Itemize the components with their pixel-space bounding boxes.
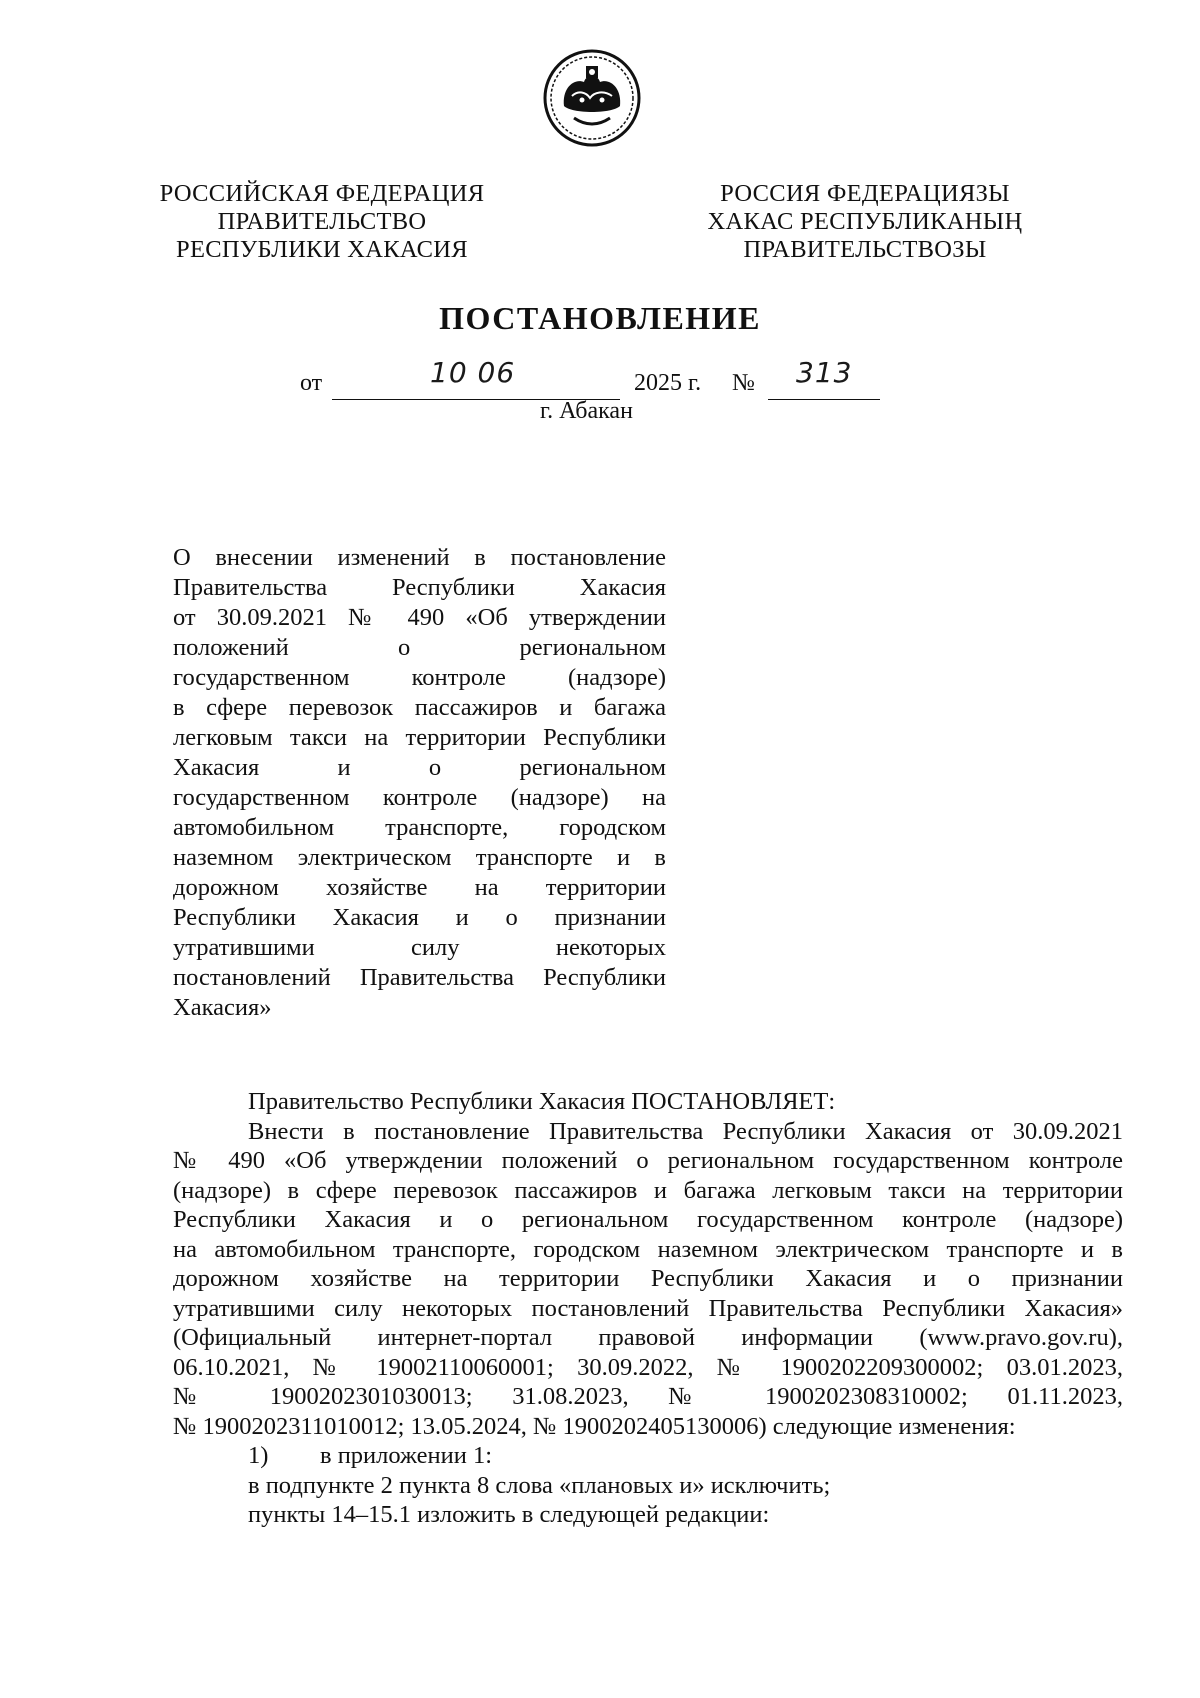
header-right-line: ПРАВИТЕЛЬСТВОЗЫ [743,236,987,263]
subject-line: автомобильном транспорте, городском [173,814,666,841]
subject-line: наземном электрическом транспорте и в [173,844,666,871]
amendment-line-points: пункты 14–15.1 изложить в следующей редакции: [248,1501,770,1528]
body-line: Внести в постановление Правительства Республики Хакасия от 30.09.2021 [248,1117,1123,1145]
body-line: Республики Хакасия и о региональном государственном контроле (надзоре) [173,1206,1123,1233]
subject-line: дорожном хозяйстве на территории [173,874,666,901]
body-line: (Официальный интернет-портал правовой информации (www.pravo.gov.ru), [173,1324,1123,1351]
subject-line: в сфере перевозок пассажиров и багажа [173,694,666,721]
header-left-line: РОССИЙСКАЯ ФЕДЕРАЦИЯ [159,180,485,207]
subject-line: Хакасия» [173,994,272,1021]
header-right [695,180,1035,264]
subject-line: О внесении изменений в постановление [173,544,666,571]
date-prefix: от [300,370,323,396]
subject-line: легковым такси на территории Республики [173,724,666,751]
header-left-line: ПРАВИТЕЛЬСТВО [217,208,427,235]
subject-line: Правительства Республики Хакасия [173,574,666,601]
number-sign: № [732,370,755,396]
body-line: дорожном хозяйстве на территории Республики Хакасия и о признании [173,1265,1123,1292]
body-line: утратившими силу некоторых постановлений Правительства Республики Хакасия» [173,1294,1123,1322]
header-right-line: РОССИЯ ФЕДЕРАЦИЯЗЫ [720,180,1010,207]
subject-line: Хакасия и о региональном [173,754,666,781]
city-label: г. Абакан [540,398,633,424]
body-line: № 1900202311010012; 13.05.2024, № 1900202405130006) следующие изменения: [173,1412,1016,1440]
document-body [173,1087,1123,1530]
header-right-line: ХАКАС РЕСПУБЛИКАНЫҢ [707,208,1023,235]
subject-line: Республики Хакасия и о признании [173,904,666,931]
date-year: 2025 г. [634,370,702,396]
subject-line: государственном контроле (надзоре) на [173,784,666,811]
document-number: 313 [796,356,853,389]
subject-line: положений о региональном [173,634,666,661]
date-day-month: 10 06 [430,356,516,389]
subject-line: утратившими силу некоторых [173,934,666,961]
body-line: (надзоре) в сфере перевозок пассажиров и багажа легковым такси на территории [173,1176,1123,1204]
subject-line: постановлений Правительства Республики [173,964,666,991]
header-left [152,180,492,264]
list-item-number: 1) [248,1442,269,1469]
header-left-line: РЕСПУБЛИКИ ХАКАСИЯ [176,236,468,263]
document-subject [173,543,666,1023]
coat-of-arms-emblem [542,48,642,148]
preamble: Правительство Республики Хакасия ПОСТАНОВЛЯЕТ: [248,1088,836,1115]
list-item-1 [173,1441,1123,1471]
subject-line: от 30.09.2021 № 490 «Об утверждении [173,604,666,631]
body-line: № 1900202301030013; 31.08.2023, № 1900202308310002; 01.11.2023, [173,1383,1123,1410]
body-line: на автомобильном транспорте, городском наземном электрическом транспорте и в [173,1235,1123,1263]
body-line: 06.10.2021, № 19002110060001; 30.09.2022, № 1900202209300002; 03.01.2023, [173,1353,1123,1381]
number-underline [768,398,880,400]
body-line: № 490 «Об утверждении положений о региональном государственном контроле [173,1147,1123,1174]
subject-line: государственном контроле (надзоре) [173,664,666,691]
amendment-line-subpoint-8: в подпункте 2 пункта 8 слова «плановых и» исключить; [248,1471,831,1499]
document-type-title: ПОСТАНОВЛЕНИЕ [439,300,761,336]
list-item-text: в приложении 1: [320,1442,493,1469]
